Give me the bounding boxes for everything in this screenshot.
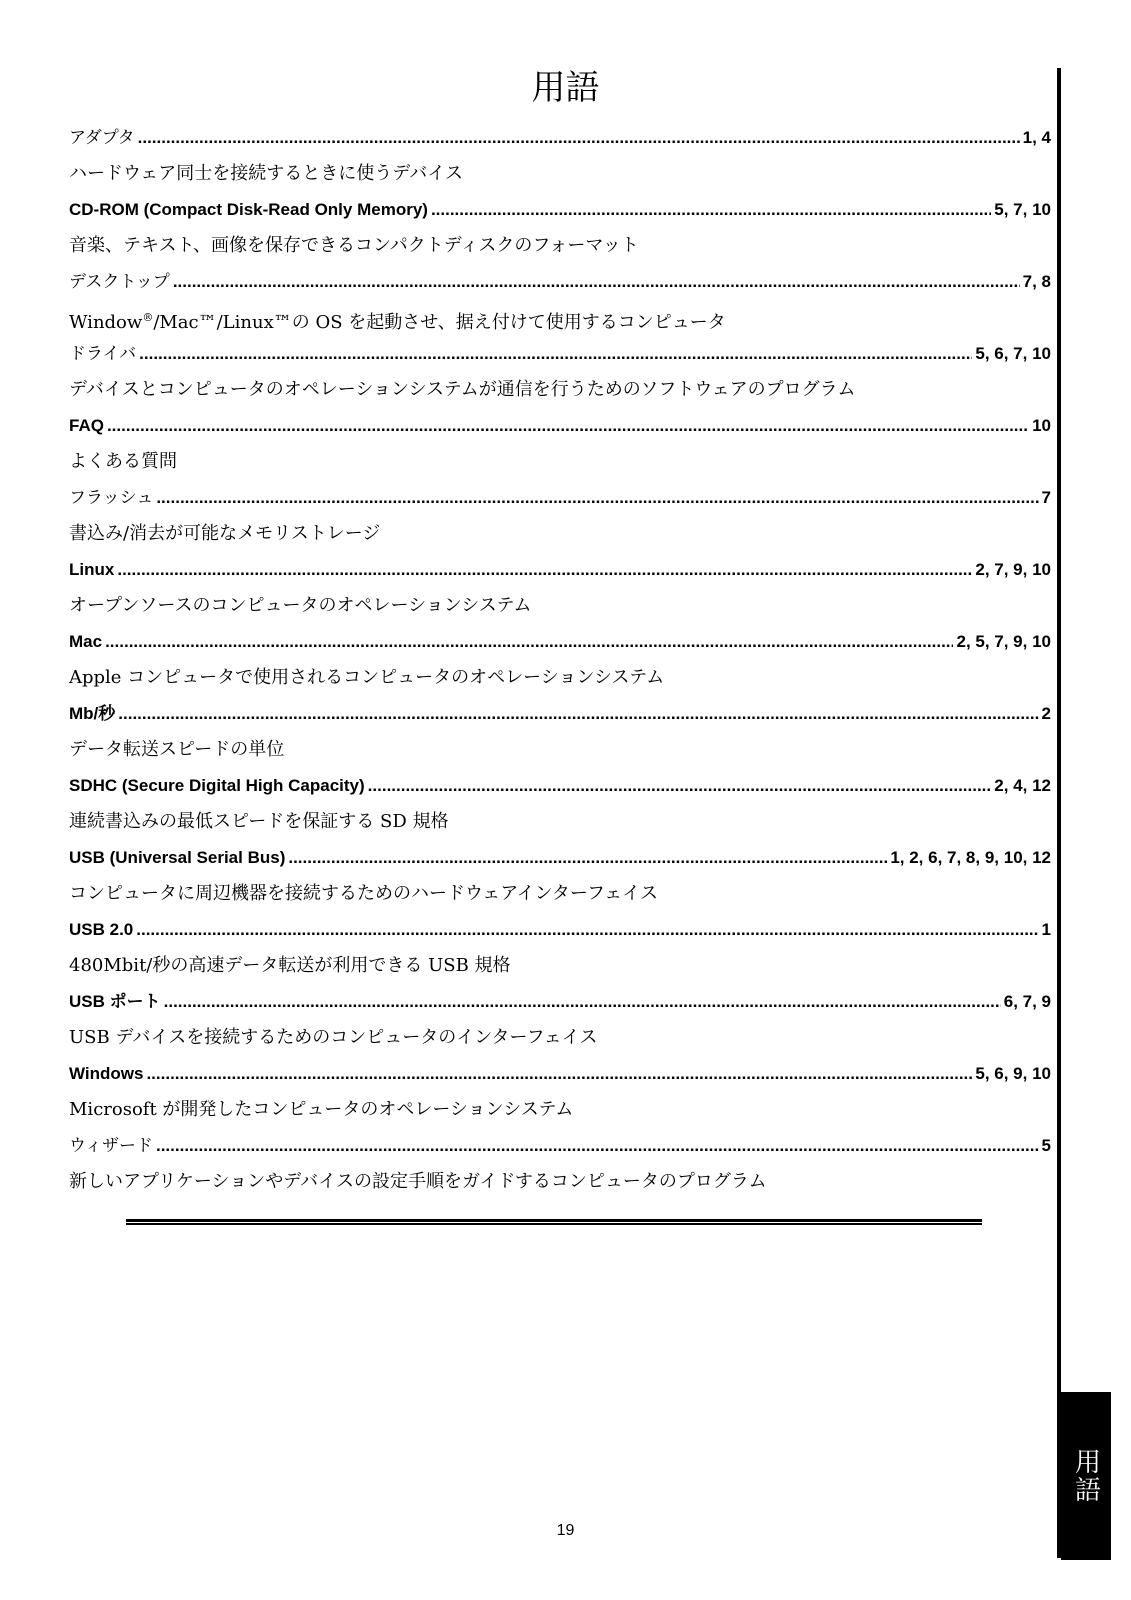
glossary-pages: 7 bbox=[1041, 488, 1051, 507]
glossary-term: アダプタ bbox=[69, 128, 135, 148]
dot-leader bbox=[136, 912, 1038, 948]
glossary-term: フラッシュ bbox=[69, 488, 154, 508]
glossary-description: 書込み/消去が可能なメモリストレージ bbox=[69, 523, 381, 544]
glossary-pages: 2, 4, 12 bbox=[994, 776, 1051, 795]
glossary-entry bbox=[69, 912, 1051, 984]
glossary-entry bbox=[69, 408, 1051, 480]
glossary-term: Mac bbox=[69, 632, 103, 651]
dot-leader bbox=[146, 1056, 972, 1092]
glossary-description: デバイスとコンピュータのオペレーションシステムが通信を行うためのソフトウェアのプログラム bbox=[69, 379, 856, 400]
glossary-pages: 2, 7, 9, 10 bbox=[975, 560, 1051, 579]
glossary-pages: 5, 7, 10 bbox=[994, 200, 1051, 219]
glossary-term: Mb/秒 bbox=[69, 704, 116, 723]
glossary-term: USB (Universal Serial Bus) bbox=[69, 848, 286, 867]
glossary-term: FAQ bbox=[69, 416, 104, 435]
dot-leader bbox=[368, 768, 992, 804]
glossary-pages: 2 bbox=[1041, 704, 1051, 723]
glossary-entry bbox=[69, 624, 1051, 696]
glossary-description: 連続書込みの最低スピードを保証する SD 規格 bbox=[69, 811, 449, 832]
glossary-entry bbox=[69, 1128, 1051, 1200]
glossary-entry bbox=[69, 768, 1051, 840]
glossary-description: オープンソースのコンピュータのオペレーションシステム bbox=[69, 595, 532, 616]
glossary-description: 480Mbit/秒の高速データ転送が利用できる USB 規格 bbox=[69, 955, 511, 976]
page-number: 19 bbox=[556, 1522, 575, 1539]
page-title: 用語 bbox=[531, 68, 600, 108]
glossary-description: Apple コンピュータで使用されるコンピュータのオペレーションシステム bbox=[69, 667, 665, 688]
dot-leader bbox=[118, 696, 1038, 732]
glossary-term: Windows bbox=[69, 1064, 144, 1083]
right-margin-rule bbox=[1057, 68, 1061, 1558]
glossary-term: ドライバ bbox=[69, 344, 137, 364]
dot-leader bbox=[156, 1128, 1039, 1164]
dot-leader bbox=[164, 984, 1001, 1020]
glossary-description: 新しいアプリケーションやデバイスの設定手順をガイドするコンピュータのプログラム bbox=[69, 1171, 767, 1192]
glossary-pages: 1 bbox=[1041, 920, 1051, 939]
glossary-term: Linux bbox=[69, 560, 115, 579]
glossary-description bbox=[69, 300, 1051, 336]
dot-leader bbox=[156, 480, 1038, 516]
glossary-pages: 1, 2, 6, 7, 8, 9, 10, 12 bbox=[890, 848, 1051, 867]
glossary-description: よくある質問 bbox=[69, 451, 177, 472]
glossary-pages: 2, 5, 7, 9, 10 bbox=[956, 632, 1051, 651]
dot-leader bbox=[107, 408, 1029, 444]
glossary-pages: 6, 7, 9 bbox=[1003, 992, 1051, 1011]
glossary-list bbox=[69, 120, 1051, 1200]
glossary-entry bbox=[69, 336, 1051, 408]
glossary-term: ウィザード bbox=[69, 1136, 153, 1156]
dot-leader bbox=[288, 840, 887, 876]
glossary-entry bbox=[69, 192, 1051, 264]
glossary-description: 音楽、テキスト、画像を保存できるコンパクトディスクのフォーマット bbox=[69, 235, 639, 256]
glossary-description: ハードウェア同士を接続するときに使うデバイス bbox=[69, 163, 464, 184]
glossary-entry bbox=[69, 480, 1051, 552]
glossary-pages: 5, 6, 9, 10 bbox=[975, 1064, 1051, 1083]
glossary-entry bbox=[69, 552, 1051, 624]
glossary-pages: 1, 4 bbox=[1022, 128, 1051, 147]
glossary-term: SDHC (Secure Digital High Capacity) bbox=[69, 776, 365, 795]
glossary-term: デスクトップ bbox=[69, 272, 170, 292]
glossary-description: コンピュータに周辺機器を接続するためのハードウェアインターフェイス bbox=[69, 883, 658, 904]
dot-leader bbox=[173, 264, 1020, 300]
section-divider bbox=[126, 1219, 982, 1225]
side-tab-label: 用語 bbox=[1070, 1448, 1101, 1504]
glossary-pages: 7, 8 bbox=[1022, 272, 1051, 291]
dot-leader bbox=[117, 552, 972, 588]
glossary-term: USB 2.0 bbox=[69, 920, 134, 939]
glossary-pages: 5 bbox=[1041, 1136, 1051, 1155]
glossary-description: データ転送スピードの単位 bbox=[69, 739, 285, 760]
glossary-pages: 5, 6, 7, 10 bbox=[975, 344, 1051, 363]
dot-leader bbox=[139, 336, 972, 372]
glossary-pages: 10 bbox=[1032, 416, 1051, 435]
glossary-entry bbox=[69, 1056, 1051, 1128]
glossary-entry bbox=[69, 120, 1051, 192]
glossary-description: USB デバイスを接続するためのコンピュータのインターフェイス bbox=[69, 1027, 598, 1048]
dot-leader bbox=[105, 624, 953, 660]
glossary-entry bbox=[69, 984, 1051, 1056]
desc-text: Window bbox=[69, 312, 143, 333]
glossary-entry bbox=[69, 696, 1051, 768]
desc-text: /Mac™/Linux™の OS を起動させ、据え付けて使用するコンピュータ bbox=[153, 312, 726, 333]
registered-mark: ® bbox=[142, 311, 154, 324]
glossary-entry bbox=[69, 264, 1051, 336]
glossary-entry bbox=[69, 840, 1051, 912]
glossary-term: CD-ROM (Compact Disk-Read Only Memory) bbox=[69, 200, 428, 219]
dot-leader bbox=[138, 120, 1020, 156]
dot-leader bbox=[431, 192, 991, 228]
glossary-term: USB ポート bbox=[69, 992, 161, 1011]
glossary-description: Microsoft が開発したコンピュータのオペレーションシステム bbox=[69, 1099, 574, 1120]
